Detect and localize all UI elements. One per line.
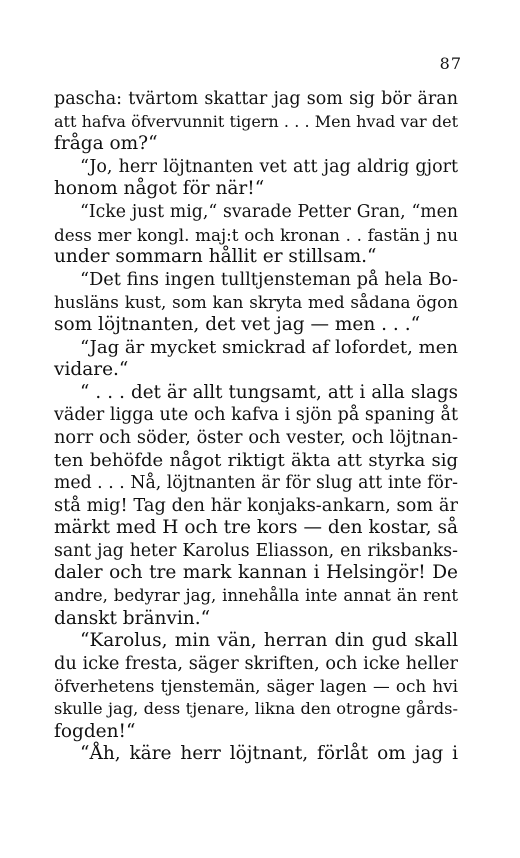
text-line: “Karolus, min vän, herran din gud skall: [80, 630, 458, 652]
text-line: “Icke just mig,“ svarade Petter Gran, “men: [80, 201, 458, 222]
text-line: “Det fins ingen tulltjensteman på hela Bo-: [80, 269, 458, 290]
text-line: ten behöfde något riktigt äkta att styrka sig: [54, 449, 458, 471]
text-line: “ . . . det är allt tungsamt, att i alla slags: [80, 381, 458, 403]
text-line: väder ligga ute och kafva i sjön på spaning åt: [54, 405, 458, 426]
text-line: sant jag heter Karolus Eliasson, en riksbanks-: [54, 540, 458, 561]
text-line: daler och tre mark kannan i Helsingör! De: [54, 562, 458, 584]
text-line: med . . . Nå, löjtnanten är för slug att inte för-: [54, 473, 458, 494]
text-line: “Jo, herr löjtnanten vet att jag aldrig gjort: [80, 156, 458, 177]
text-line: honom något för när!“: [54, 178, 265, 200]
text-line: du icke fresta, säger skriften, och icke heller: [54, 653, 458, 674]
text-line: skulle jag, dess tjenare, likna den otrogne gårds-: [54, 699, 458, 719]
text-line: norr och söder, öster och vester, och löjtnan-: [54, 427, 458, 448]
text-line: “Åh, käre herr löjtnant, förlåt om jag i: [80, 743, 458, 765]
text-line: som löjtnanten, det vet jag — men . . .“: [54, 313, 421, 335]
text-line: öfverhetens tjenstemän, säger lagen — och hvi: [54, 676, 458, 697]
text-line: att hafva öfvervunnit tigern . . . Men hvad var det: [54, 111, 458, 131]
text-line: under sommarn hållit er stillsam.“: [54, 246, 377, 268]
text-line: vidare.“: [54, 359, 129, 381]
body-text: [54, 88, 458, 766]
text-line: märkt med H och tre kors — den kostar, så: [54, 517, 458, 539]
text-line: danskt bränvin.“: [54, 607, 211, 629]
text-line: pascha: tvärtom skattar jag som sig bör äran: [54, 89, 458, 109]
text-line: fogden!“: [54, 720, 136, 742]
text-line: husläns kust, som kan skryta med sådana ögon: [54, 292, 458, 313]
text-line: “Jag är mycket smickrad af lofordet, men: [80, 336, 458, 358]
text-line: andre, bedyrar jag, innehålla inte annat än rent: [54, 586, 458, 606]
text-line: dess mer kongl. maj:t och kronan . . fastän j nu: [54, 224, 458, 245]
page-number: 87: [439, 54, 462, 73]
text-line: stå mig! Tag den här konjaks-ankarn, som är: [54, 495, 458, 516]
text-line: fråga om?“: [54, 133, 158, 155]
